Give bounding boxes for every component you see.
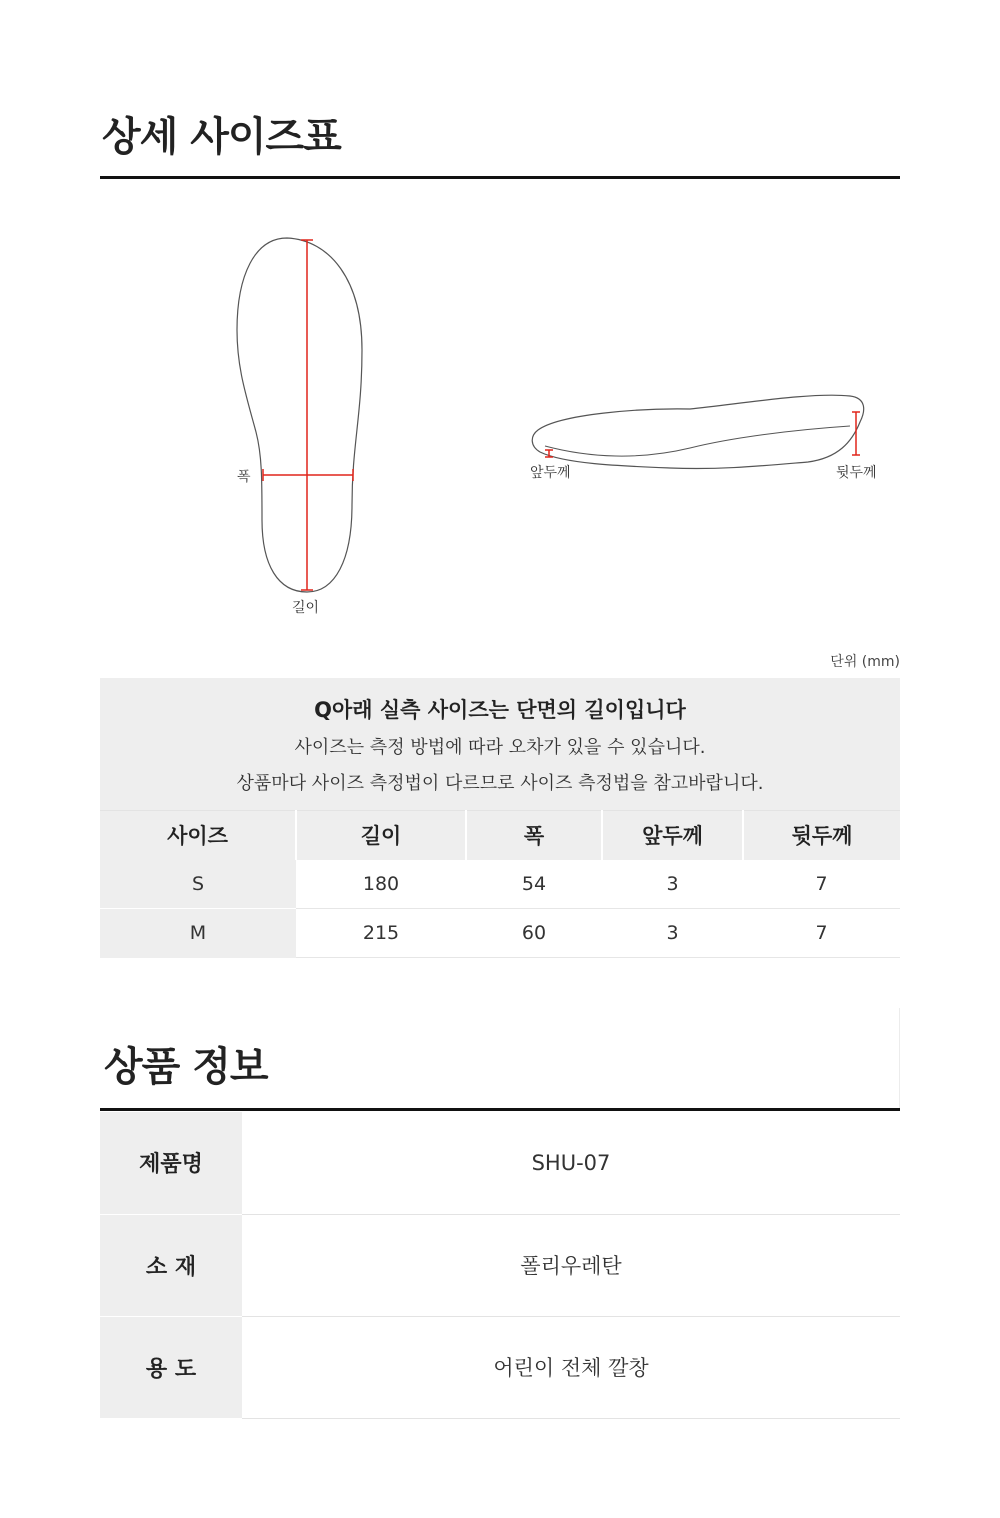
size-chart-title: 상세 사이즈표 (102, 114, 341, 160)
length-label: 길이 (292, 600, 320, 616)
product-info-title: 상품 정보 (104, 1044, 268, 1090)
table-row (100, 1214, 900, 1316)
size-cell: M (100, 909, 296, 958)
table-row (100, 860, 900, 909)
front-thickness-cell: 3 (602, 860, 743, 909)
width-label: 폭 (237, 469, 251, 485)
unit-label: 단위 (mm) (830, 654, 900, 670)
notice-title: Q아래 실측 사이즈는 단면의 길이입니다 (314, 698, 686, 722)
insole-top-view-outline (237, 238, 362, 592)
info-section-edge (899, 1008, 900, 1110)
width-cell: 60 (466, 909, 602, 958)
size-header-size: 사이즈 (100, 811, 296, 860)
size-header-front-thickness: 앞두께 (602, 811, 743, 860)
notice-line-1: 사이즈는 측정 방법에 따라 오차가 있을 수 있습니다. (294, 737, 706, 758)
size-header-width: 폭 (466, 811, 602, 860)
size-table (100, 810, 900, 958)
size-table-header-row (100, 811, 900, 860)
front-thickness-cell: 3 (602, 909, 743, 958)
width-cell: 54 (466, 860, 602, 909)
back-thickness-cell: 7 (743, 909, 900, 958)
front-thickness-label: 앞두께 (530, 465, 571, 481)
insole-side-view-outline (532, 395, 863, 468)
product-info-title-rule (100, 1108, 900, 1111)
measurement-notice (100, 678, 900, 810)
back-thickness-cell: 7 (743, 860, 900, 909)
insole-side-view-inner-line (545, 426, 850, 456)
length-cell: 180 (296, 860, 466, 909)
info-label-material: 소 재 (100, 1214, 242, 1316)
back-thickness-label: 뒷두께 (836, 465, 877, 481)
info-value-usage: 어린이 전체 깔창 (242, 1316, 900, 1418)
length-cell: 215 (296, 909, 466, 958)
table-row (100, 1316, 900, 1418)
table-row (100, 909, 900, 958)
info-label-product-name: 제품명 (100, 1112, 242, 1214)
size-header-length: 길이 (296, 811, 466, 860)
info-value-product-name: SHU-07 (242, 1112, 900, 1214)
size-header-back-thickness: 뒷두께 (743, 811, 900, 860)
notice-line-2: 상품마다 사이즈 측정법이 다르므로 사이즈 측정법을 참고바랍니다. (236, 773, 764, 794)
product-info-table (100, 1112, 900, 1419)
info-value-material: 폴리우레탄 (242, 1214, 900, 1316)
info-label-usage: 용 도 (100, 1316, 242, 1418)
size-cell: S (100, 860, 296, 909)
table-row (100, 1112, 900, 1214)
insole-measurement-diagram (0, 200, 1000, 640)
size-chart-title-rule (100, 176, 900, 179)
